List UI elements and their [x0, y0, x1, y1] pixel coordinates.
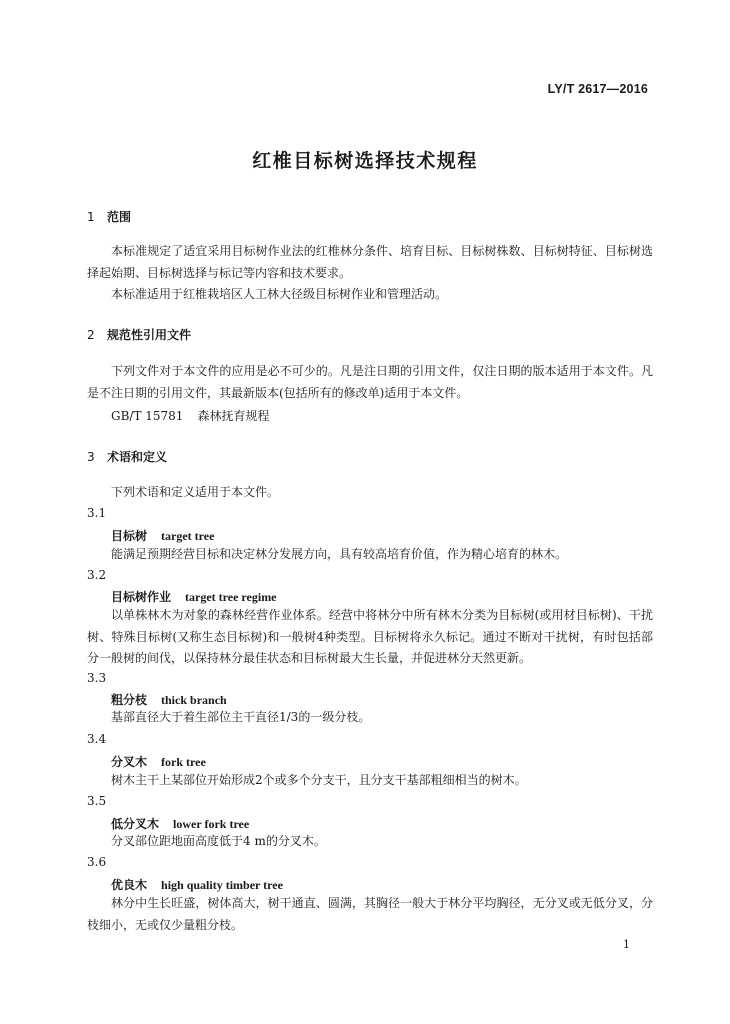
term-name: [111, 815, 249, 832]
term-definition: 能满足预期经营目标和决定林分发展方向，具有较高培育价值，作为精心培育的林木。: [111, 547, 568, 561]
scope-paragraph-2: 本标准适用于红椎栽培区人工林大径级目标树作业和管理活动。: [111, 287, 448, 301]
references-paragraph: 下列文件对于本文件的应用是必不可少的。凡是注日期的引用文件，仅注日期的版本适用于本文件。凡是不注日期的引用文件，其最新版本(包括所有的修改单)适用于本文件。: [87, 364, 653, 400]
reference-code: GB/T 15781: [111, 409, 184, 423]
term-name-zh: 目标树: [111, 529, 148, 543]
term-name: [111, 527, 214, 544]
term-name-en: high quality timber tree: [161, 878, 283, 892]
section-heading-scope: [87, 208, 131, 225]
term-name-zh: 优良木: [111, 878, 148, 892]
section-title: 术语和定义: [107, 450, 168, 464]
section-title: 范围: [107, 210, 132, 224]
reference-title: 森林抚育规程: [197, 409, 270, 423]
section-heading-terms: [87, 448, 167, 465]
term-number: 3.2: [87, 568, 107, 582]
term-name-zh: 粗分枝: [111, 693, 148, 707]
term-name-en: thick branch: [161, 693, 227, 707]
page-number: 1: [623, 938, 630, 951]
term-name-en: fork tree: [161, 755, 206, 769]
term-name-zh: 分叉木: [111, 755, 148, 769]
term-number: 3.1: [87, 506, 107, 520]
term-definition: 分叉部位距地面高度低于4 m的分叉木。: [111, 834, 326, 848]
term-number: 3.5: [87, 794, 107, 808]
term-number: 3.4: [87, 732, 107, 746]
section-number: 1: [87, 210, 95, 224]
term-definition: 林分中生长旺盛，树体高大，树干通直、圆满，其胸径一般大于林分平均胸径，无分叉或无低分叉，分枝细小，无或仅少量粗分枝。: [87, 896, 653, 932]
section-number: 3: [87, 450, 95, 464]
term-name: [111, 753, 206, 770]
term-name-zh: 目标树作业: [111, 590, 172, 604]
term-name: [111, 876, 283, 893]
term-name-en: lower fork tree: [173, 817, 250, 831]
term-definition: 树木主干上某部位开始形成2个或多个分支干，且分支干基部粗细相当的树木。: [111, 773, 527, 787]
term-number: 3.3: [87, 671, 107, 685]
standard-number: LY/T 2617—2016: [547, 82, 648, 96]
term-name: [111, 691, 227, 708]
section-title: 规范性引用文件: [107, 328, 192, 342]
scope-paragraph-1: 本标准规定了适宜采用目标树作业法的红椎林分条件、培育目标、目标树株数、目标树特征、目标树选择起始期、目标树选择与标记等内容和技术要求。: [87, 244, 653, 280]
terms-intro: 下列术语和定义适用于本文件。: [111, 485, 280, 499]
section-heading-normative-references: [87, 326, 191, 343]
term-name-en: target tree: [161, 529, 215, 543]
term-definition: 以单株林木为对象的森林经营作业体系。经营中将林分中所有林木分类为目标树(或用材目标树)、干扰树、特殊目标树(又称生态目标树)和一般树4种类型。目标树将永久标记。通过不断对干扰树，有时包括部分一般树的间伐，以保持林分最佳状态和目标树最大生长量，并促进林分天然更新。: [87, 608, 653, 665]
reference-entry: [111, 407, 269, 424]
term-definition: 基部直径大于着生部位主干直径1/3的一级分枝。: [111, 710, 371, 724]
term-name: [111, 588, 277, 605]
document-title: 红椎目标树选择技术规程: [252, 150, 478, 172]
section-number: 2: [87, 328, 95, 342]
term-name-zh: 低分叉木: [111, 817, 160, 831]
term-number: 3.6: [87, 855, 107, 869]
term-name-en: target tree regime: [185, 590, 277, 604]
